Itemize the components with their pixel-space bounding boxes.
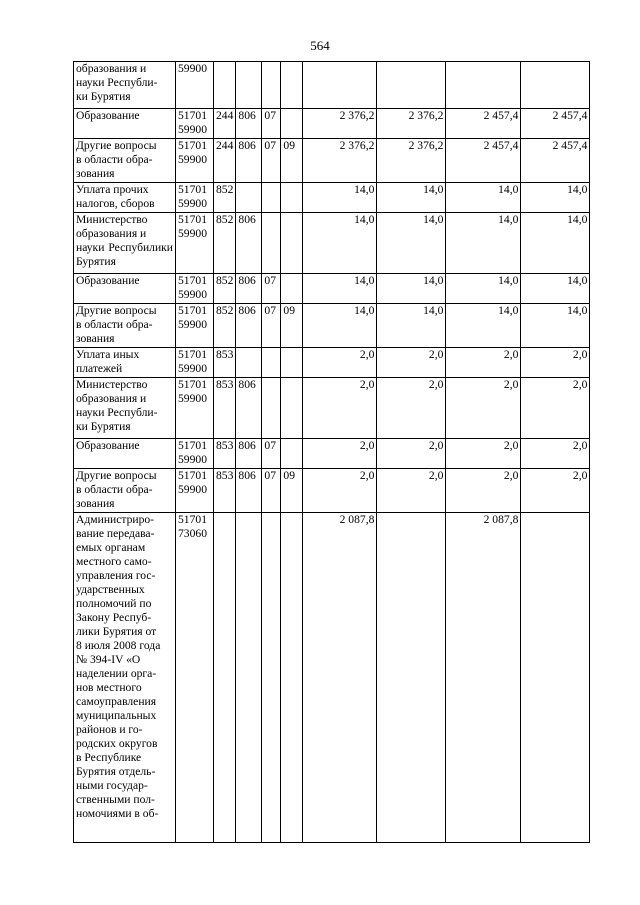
amount-cell: 2,0 (303, 469, 377, 513)
section-code (262, 513, 281, 843)
administrator-code: 806 (236, 304, 262, 348)
amount-cell: 2,0 (377, 469, 446, 513)
section-code (262, 62, 281, 109)
amount-cell: 2,0 (446, 469, 521, 513)
amount-cell: 14,0 (521, 183, 590, 213)
subsection-code (281, 213, 303, 274)
table-row (74, 62, 590, 109)
amount-cell: 14,0 (521, 213, 590, 274)
row-name-cell: Уплата прочих налогов, сборов (74, 183, 176, 213)
administrator-code: 806 (236, 109, 262, 139)
table-row (74, 348, 590, 378)
subsection-code (281, 378, 303, 439)
expense-type-code: 852 (214, 183, 236, 213)
section-code: 07 (262, 109, 281, 139)
amount-cell (377, 62, 446, 109)
amount-cell (521, 513, 590, 843)
target-article-code: 51701 59900 (176, 139, 214, 183)
administrator-code: 806 (236, 378, 262, 439)
target-article-code: 51701 59900 (176, 213, 214, 274)
expense-type-code: 853 (214, 439, 236, 469)
target-article-code: 51701 59900 (176, 348, 214, 378)
row-name-cell: Уплата иных платежей (74, 348, 176, 378)
table-row (74, 139, 590, 183)
administrator-code: 806 (236, 469, 262, 513)
amount-cell: 2 087,8 (303, 513, 377, 843)
target-article-code: 51701 59900 (176, 439, 214, 469)
amount-cell: 2,0 (446, 439, 521, 469)
target-article-code: 51701 59900 (176, 183, 214, 213)
amount-cell: 14,0 (446, 183, 521, 213)
amount-cell: 14,0 (377, 274, 446, 304)
table-row (74, 469, 590, 513)
subsection-code: 09 (281, 304, 303, 348)
amount-cell (521, 62, 590, 109)
target-article-code: 51701 59900 (176, 378, 214, 439)
amount-cell: 2,0 (521, 439, 590, 469)
table-row (74, 513, 590, 843)
amount-cell: 2,0 (303, 348, 377, 378)
amount-cell: 2 376,2 (377, 139, 446, 183)
row-name-cell: Администриро- вание передава- емых органам местного само- управления гос- ударственных полномочий по Закону Респуб- лики Бурятия от 8 июля 2008 года № 394-IV «О наделении орга- нов местного самоуправления муниципальных районов и го- родских округов в Республике Бурятия отдель- ными государ- ственными пол- номочиями в об- (74, 513, 176, 843)
amount-cell: 2 376,2 (303, 109, 377, 139)
row-name-cell: Другие вопросы в области обра- зования (74, 469, 176, 513)
section-code (262, 378, 281, 439)
section-code: 07 (262, 274, 281, 304)
amount-cell: 2 087,8 (446, 513, 521, 843)
amount-cell: 2 376,2 (303, 139, 377, 183)
administrator-code: 806 (236, 439, 262, 469)
row-name-cell: Министерство образования и науки Респубилики Бурятия (74, 213, 176, 274)
row-name-cell: Образование (74, 109, 176, 139)
administrator-code (236, 62, 262, 109)
administrator-code: 806 (236, 213, 262, 274)
amount-cell: 2 457,4 (446, 139, 521, 183)
page-number: 564 (310, 38, 330, 53)
row-name-cell: образования и науки Республи- ки Бурятия (74, 62, 176, 109)
subsection-code (281, 109, 303, 139)
amount-cell (303, 62, 377, 109)
target-article-code: 51701 59900 (176, 109, 214, 139)
amount-cell: 14,0 (377, 304, 446, 348)
subsection-code (281, 183, 303, 213)
table-row (74, 304, 590, 348)
section-code (262, 183, 281, 213)
row-name-cell: Образование (74, 274, 176, 304)
subsection-code (281, 439, 303, 469)
expense-type-code: 852 (214, 274, 236, 304)
section-code: 07 (262, 304, 281, 348)
amount-cell (377, 513, 446, 843)
target-article-code: 51701 59900 (176, 304, 214, 348)
table-row (74, 213, 590, 274)
amount-cell: 2,0 (521, 469, 590, 513)
table-row (74, 109, 590, 139)
amount-cell: 2 376,2 (377, 109, 446, 139)
section-code: 07 (262, 439, 281, 469)
subsection-code (281, 62, 303, 109)
subsection-code (281, 513, 303, 843)
row-name-cell: Министерство образования и науки Республи- ки Бурятия (74, 378, 176, 439)
subsection-code (281, 348, 303, 378)
amount-cell: 14,0 (446, 274, 521, 304)
table-row (74, 378, 590, 439)
expense-type-code (214, 62, 236, 109)
target-article-code: 51701 59900 (176, 274, 214, 304)
amount-cell: 14,0 (377, 213, 446, 274)
target-article-code: 51701 59900 (176, 469, 214, 513)
amount-cell: 2 457,4 (446, 109, 521, 139)
section-code: 07 (262, 469, 281, 513)
administrator-code (236, 513, 262, 843)
subsection-code (281, 274, 303, 304)
row-name-cell: Другие вопросы в области обра- зования (74, 304, 176, 348)
administrator-code: 806 (236, 274, 262, 304)
section-code: 07 (262, 139, 281, 183)
subsection-code: 09 (281, 469, 303, 513)
expense-type-code: 852 (214, 213, 236, 274)
amount-cell: 2,0 (521, 348, 590, 378)
target-article-code: 59900 (176, 62, 214, 109)
expense-type-code: 853 (214, 469, 236, 513)
target-article-code: 51701 73060 (176, 513, 214, 843)
amount-cell: 2,0 (377, 348, 446, 378)
row-name-cell: Другие вопросы в области обра- зования (74, 139, 176, 183)
expense-type-code: 244 (214, 139, 236, 183)
amount-cell: 14,0 (446, 304, 521, 348)
amount-cell: 14,0 (303, 213, 377, 274)
expense-type-code: 244 (214, 109, 236, 139)
administrator-code: 806 (236, 139, 262, 183)
amount-cell: 2 457,4 (521, 139, 590, 183)
amount-cell: 14,0 (446, 213, 521, 274)
table-row (74, 439, 590, 469)
amount-cell: 2,0 (303, 378, 377, 439)
section-code (262, 213, 281, 274)
amount-cell: 2,0 (377, 439, 446, 469)
amount-cell: 2,0 (377, 378, 446, 439)
amount-cell: 14,0 (303, 183, 377, 213)
table-row (74, 183, 590, 213)
amount-cell (446, 62, 521, 109)
amount-cell: 2 457,4 (521, 109, 590, 139)
expense-type-code: 853 (214, 378, 236, 439)
table-row (74, 274, 590, 304)
amount-cell: 14,0 (303, 274, 377, 304)
amount-cell: 2,0 (446, 348, 521, 378)
row-name-cell: Образование (74, 439, 176, 469)
amount-cell: 14,0 (521, 304, 590, 348)
budget-table (73, 61, 590, 843)
amount-cell: 2,0 (521, 378, 590, 439)
expense-type-code (214, 513, 236, 843)
amount-cell: 2,0 (446, 378, 521, 439)
administrator-code (236, 348, 262, 378)
amount-cell: 14,0 (303, 304, 377, 348)
amount-cell: 14,0 (521, 274, 590, 304)
administrator-code (236, 183, 262, 213)
section-code (262, 348, 281, 378)
subsection-code: 09 (281, 139, 303, 183)
expense-type-code: 853 (214, 348, 236, 378)
amount-cell: 14,0 (377, 183, 446, 213)
amount-cell: 2,0 (303, 439, 377, 469)
expense-type-code: 852 (214, 304, 236, 348)
